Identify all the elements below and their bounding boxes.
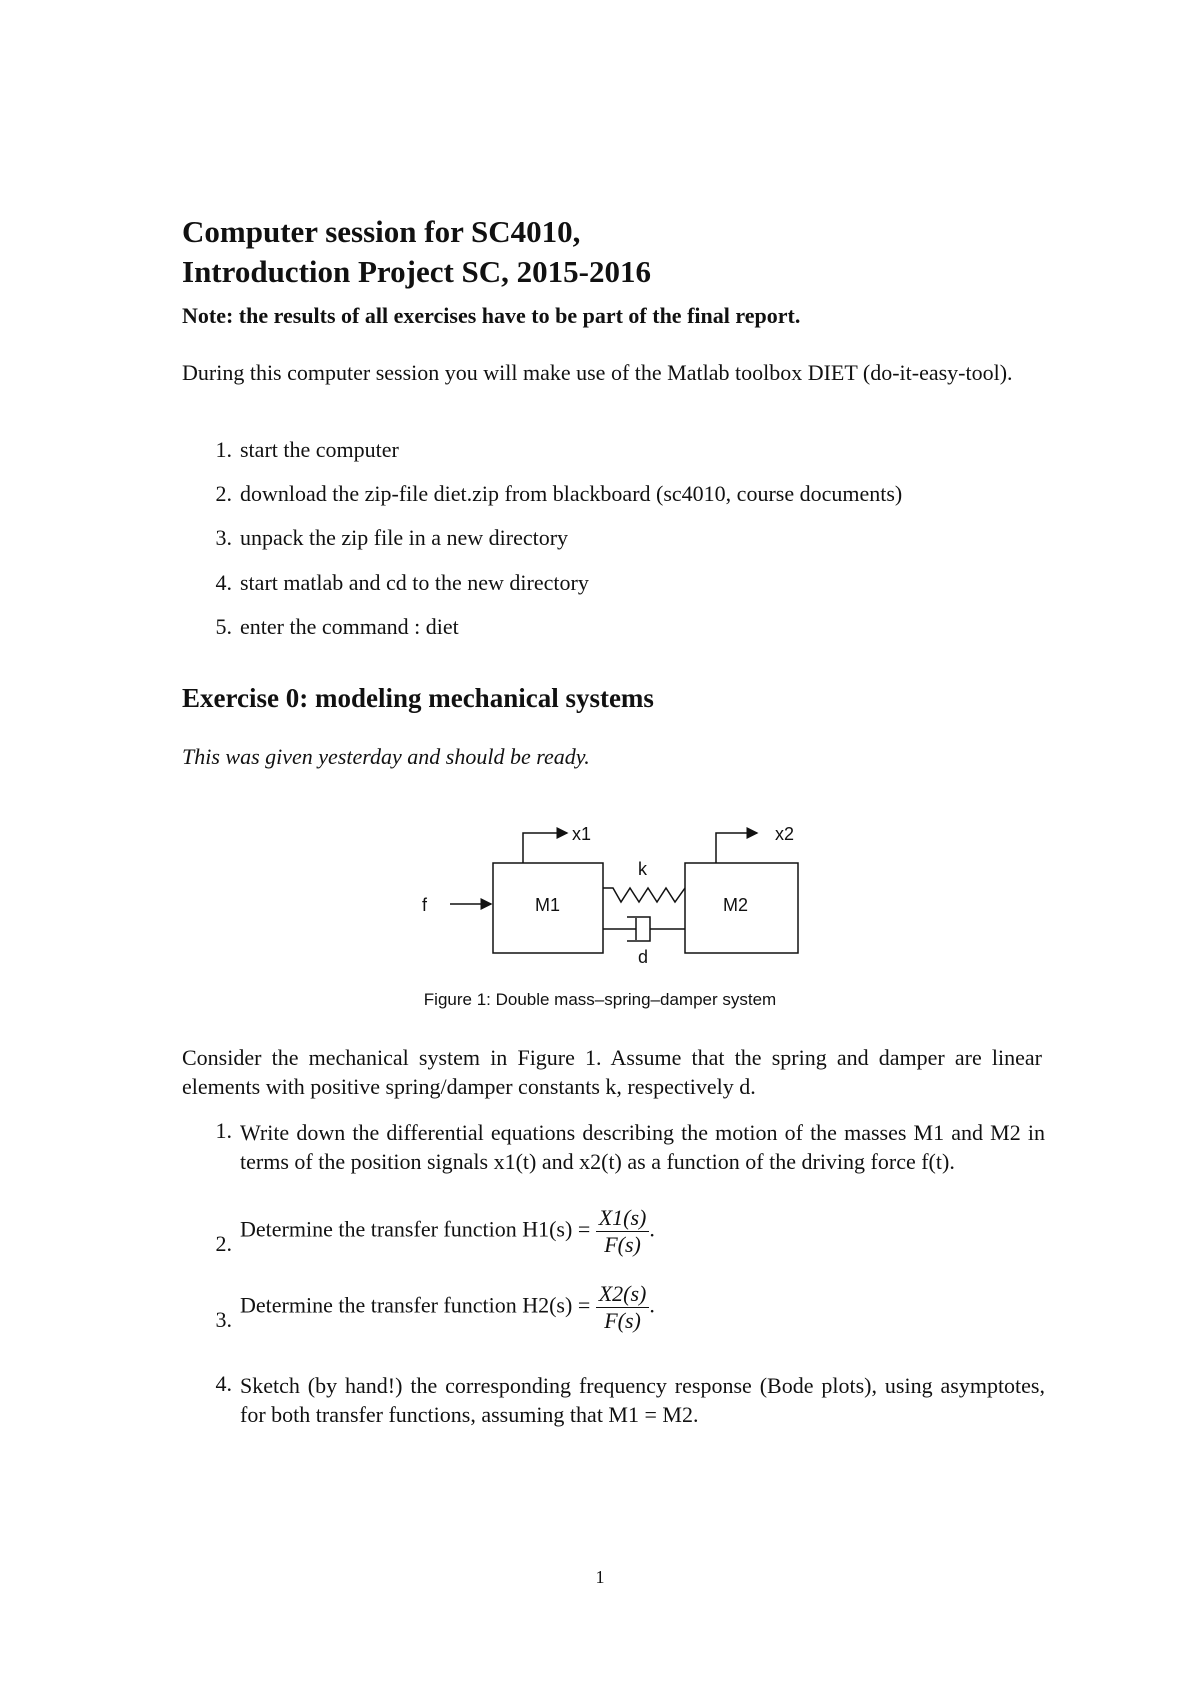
list-item-text: enter the command : diet <box>240 614 459 639</box>
list-item-text: download the zip-file diet.zip from blackboard (sc4010, course documents) <box>240 481 903 506</box>
list-item-text: Determine the transfer function H2(s) = $\frac{X2(s)}{F(s)}$ . <box>240 1281 655 1333</box>
mass-2-label: M2 <box>723 895 749 915</box>
intro-paragraph: During this computer session you will make use of the Matlab toolbox DIET (do-it-easy-tool). <box>182 360 1013 385</box>
list-item-text: unpack the zip file in a new directory <box>240 525 569 550</box>
list-item-number: 3. <box>215 1307 232 1332</box>
list-item <box>182 614 459 640</box>
title-line-2: Introduction Project SC, 2015-2016 <box>182 254 651 289</box>
spring <box>603 888 685 902</box>
list-item <box>182 525 568 551</box>
list-item <box>182 570 589 596</box>
list-item-text: start the computer <box>240 437 399 462</box>
mass-spring-damper-diagram <box>400 805 820 975</box>
list-item-number: 1. <box>215 1118 232 1143</box>
system-description-paragraph: Consider the mechanical system in Figure 1. Assume that the spring and damper are linear elements with positive spring/damper constants k, respectively d. <box>182 1045 1042 1099</box>
list-item <box>182 481 902 507</box>
list-item-number: 2. <box>215 1231 232 1256</box>
list-item <box>182 437 399 463</box>
x2-label: x2 <box>775 824 795 844</box>
fraction <box>596 1281 650 1334</box>
damper <box>603 917 685 941</box>
list-item-number: 2. <box>215 481 232 506</box>
page-number: 1 <box>595 1567 605 1587</box>
list-item-number: 5. <box>215 614 232 639</box>
title-line-1: Computer session for SC4010, <box>182 214 581 249</box>
x2-arrow <box>716 833 757 863</box>
fraction <box>596 1205 650 1258</box>
fraction-denominator: F(s) <box>604 1232 641 1257</box>
list-item-text: Determine the transfer function H1(s) = $\frac{X1(s)}{F(s)}$ . <box>240 1205 655 1257</box>
x1-arrow <box>523 833 567 863</box>
list-item-number: 3. <box>215 525 232 550</box>
damper-label: d <box>638 947 649 967</box>
force-label: f <box>422 895 428 915</box>
fraction-numerator: X1(s) <box>596 1205 650 1232</box>
italic-note: This was given yesterday and should be ready. <box>182 744 590 769</box>
x1-label: x1 <box>572 824 592 844</box>
section-title: Exercise 0: modeling mechanical systems <box>182 683 654 713</box>
transfer-function-prefix: Determine the transfer function H1(s) = <box>240 1216 591 1242</box>
list-item-text: start matlab and cd to the new directory <box>240 570 589 595</box>
list-item-text: Sketch (by hand!) the corresponding frequency response (Bode plots), using asymptotes, for both transfer functions, assuming that M1 = M2. <box>240 1373 1045 1427</box>
figure-caption: Figure 1: Double mass–spring–damper system <box>423 990 777 1009</box>
list-item-text: Write down the differential equations describing the motion of the masses M1 and M2 in terms of the position signals x1(t) and x2(t) as a function of the driving force f(t). <box>240 1120 1045 1174</box>
list-item-number: 4. <box>215 1371 232 1396</box>
fraction-numerator: X2(s) <box>596 1281 650 1308</box>
document-title <box>182 212 651 292</box>
list-item-number: 4. <box>215 570 232 595</box>
list-item-number: 1. <box>215 437 232 462</box>
note-text: Note: the results of all exercises have to be part of the final report. <box>182 303 801 328</box>
mass-1-label: M1 <box>535 895 561 915</box>
spring-label: k <box>638 859 647 879</box>
fraction-denominator: F(s) <box>604 1308 641 1333</box>
transfer-function-prefix: Determine the transfer function H2(s) = <box>240 1292 591 1318</box>
